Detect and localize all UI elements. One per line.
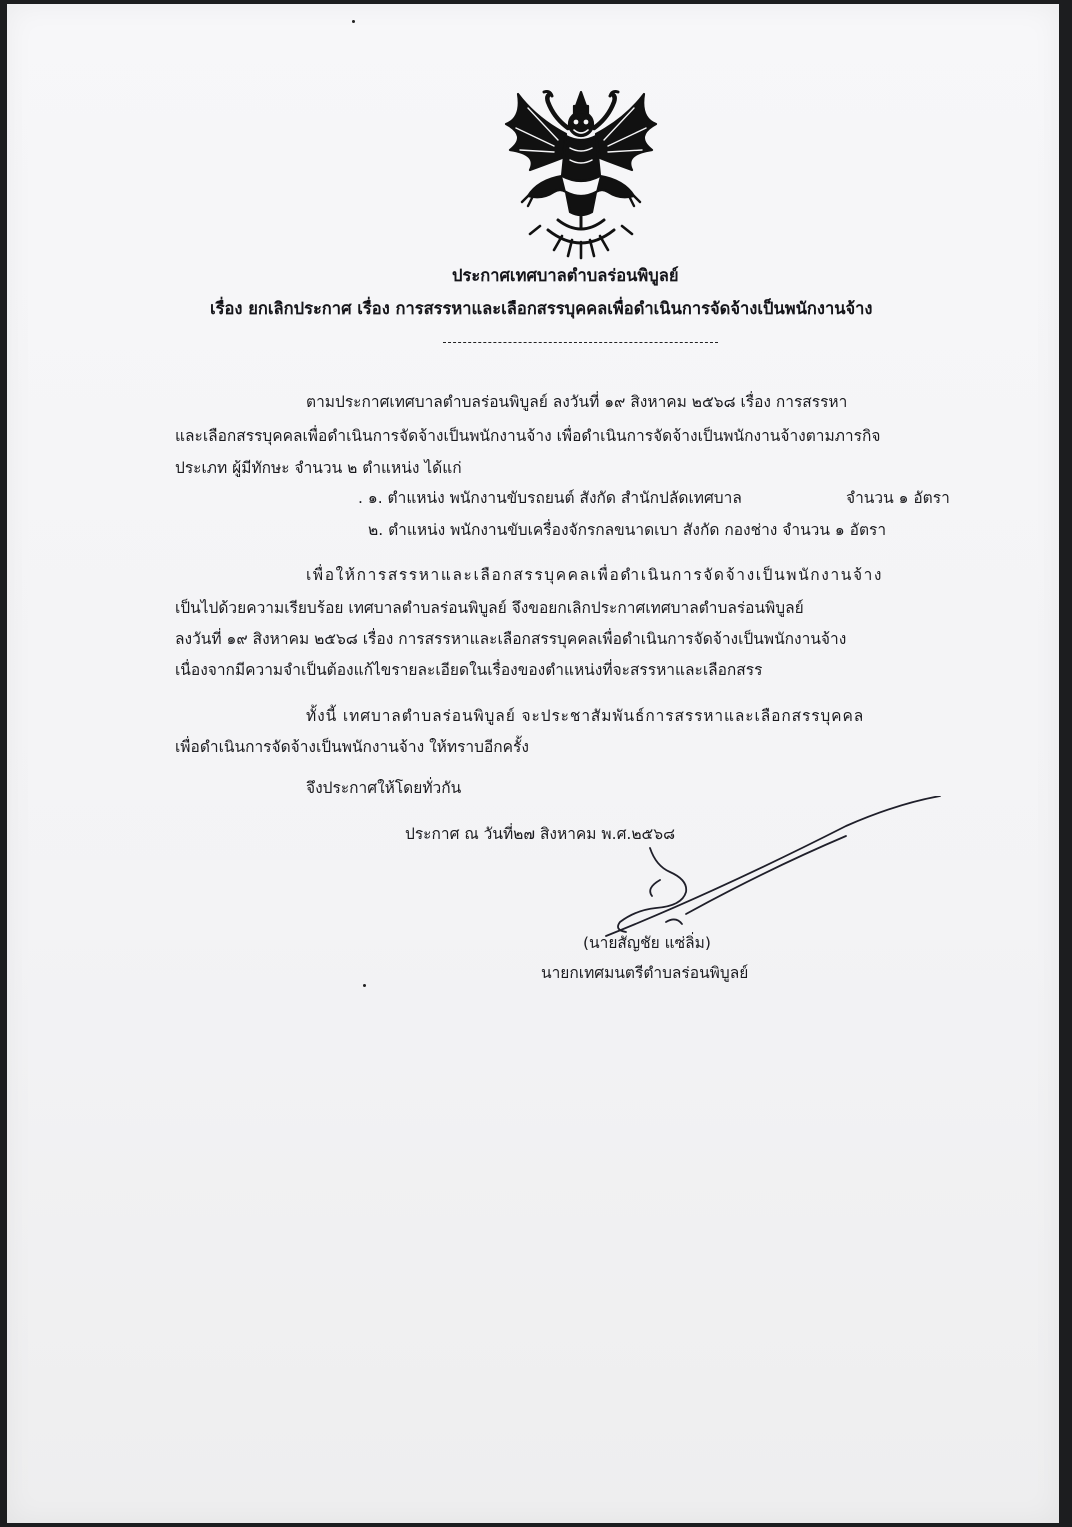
position-item-count: จำนวน ๑ อัตรา xyxy=(846,489,950,507)
para1-line3: ประเภท ผู้มีทักษะ จำนวน ๒ ตำแหน่ง ได้แก่ xyxy=(175,459,462,477)
signature-icon xyxy=(596,796,946,946)
announcement-date: ประกาศ ณ วันที่๒๗ สิงหาคม พ.ศ.๒๕๖๘ xyxy=(405,825,676,843)
paper-speck xyxy=(363,984,366,987)
para3-line1: ทั้งนี้ เทศบาลตำบลร่อนพิบูลย์ จะประชาสัมพันธ์การสรรหาและเลือกสรรบุคคล xyxy=(306,707,865,725)
para2-line2: เป็นไปด้วยความเรียบร้อย เทศบาลตำบลร่อนพิบูลย์ จึงขอยกเลิกประกาศเทศบาลตำบลร่อนพิบูลย์ xyxy=(175,599,804,617)
closing-text: จึงประกาศให้โดยทั่วกัน xyxy=(306,779,462,797)
signer-name: (นายสัญชัย แซ่ลิ่ม) xyxy=(583,934,711,952)
announcement-title: ประกาศเทศบาลตำบลร่อนพิบูลย์ xyxy=(452,266,679,285)
paper-speck xyxy=(352,20,355,23)
para3-line2: เพื่อดำเนินการจัดจ้างเป็นพนักงานจ้าง ให้ทราบอีกครั้ง xyxy=(175,738,529,756)
para1-line1: ตามประกาศเทศบาลตำบลร่อนพิบูลย์ ลงวันที่ ๑๙ สิงหาคม ๒๕๖๘ เรื่อง การสรรหา xyxy=(306,393,848,411)
announcement-subject: เรื่อง ยกเลิกประกาศ เรื่อง การสรรหาและเลือกสรรบุคคลเพื่อดำเนินการจัดจ้างเป็นพนักงานจ้าง xyxy=(210,299,873,318)
position-item xyxy=(358,488,978,510)
signer-position: นายกเทศมนตรีตำบลร่อนพิบูลย์ xyxy=(541,964,749,982)
position-item-text: . ๑. ตำแหน่ง พนักงานขับรถยนต์ สังกัด สำนักปลัดเทศบาล xyxy=(358,489,742,507)
para1-line2: และเลือกสรรบุคคลเพื่อดำเนินการจัดจ้างเป็นพนักงานจ้าง เพื่อดำเนินการจัดจ้างเป็นพนักงานจ้างตามภารกิจ xyxy=(175,427,881,445)
title-divider xyxy=(443,342,718,343)
para2-line3: ลงวันที่ ๑๙ สิงหาคม ๒๕๖๘ เรื่อง การสรรหาและเลือกสรรบุคคลเพื่อดำเนินการจัดจ้างเป็นพนักงานจ้าง xyxy=(175,630,847,648)
para2-line1: เพื่อให้การสรรหาและเลือกสรรบุคคลเพื่อดำเนินการจัดจ้างเป็นพนักงานจ้าง xyxy=(306,566,884,584)
position-item xyxy=(368,520,988,542)
para2-line4: เนื่องจากมีความจำเป็นต้องแก้ไขรายละเอียดในเรื่องของตำแหน่งที่จะสรรหาและเลือกสรร xyxy=(175,661,763,679)
garuda-emblem-icon xyxy=(488,88,674,260)
position-item-text: ๒. ตำแหน่ง พนักงานขับเครื่องจักรกลขนาดเบา สังกัด กองช่าง จำนวน ๑ อัตรา xyxy=(368,521,887,539)
